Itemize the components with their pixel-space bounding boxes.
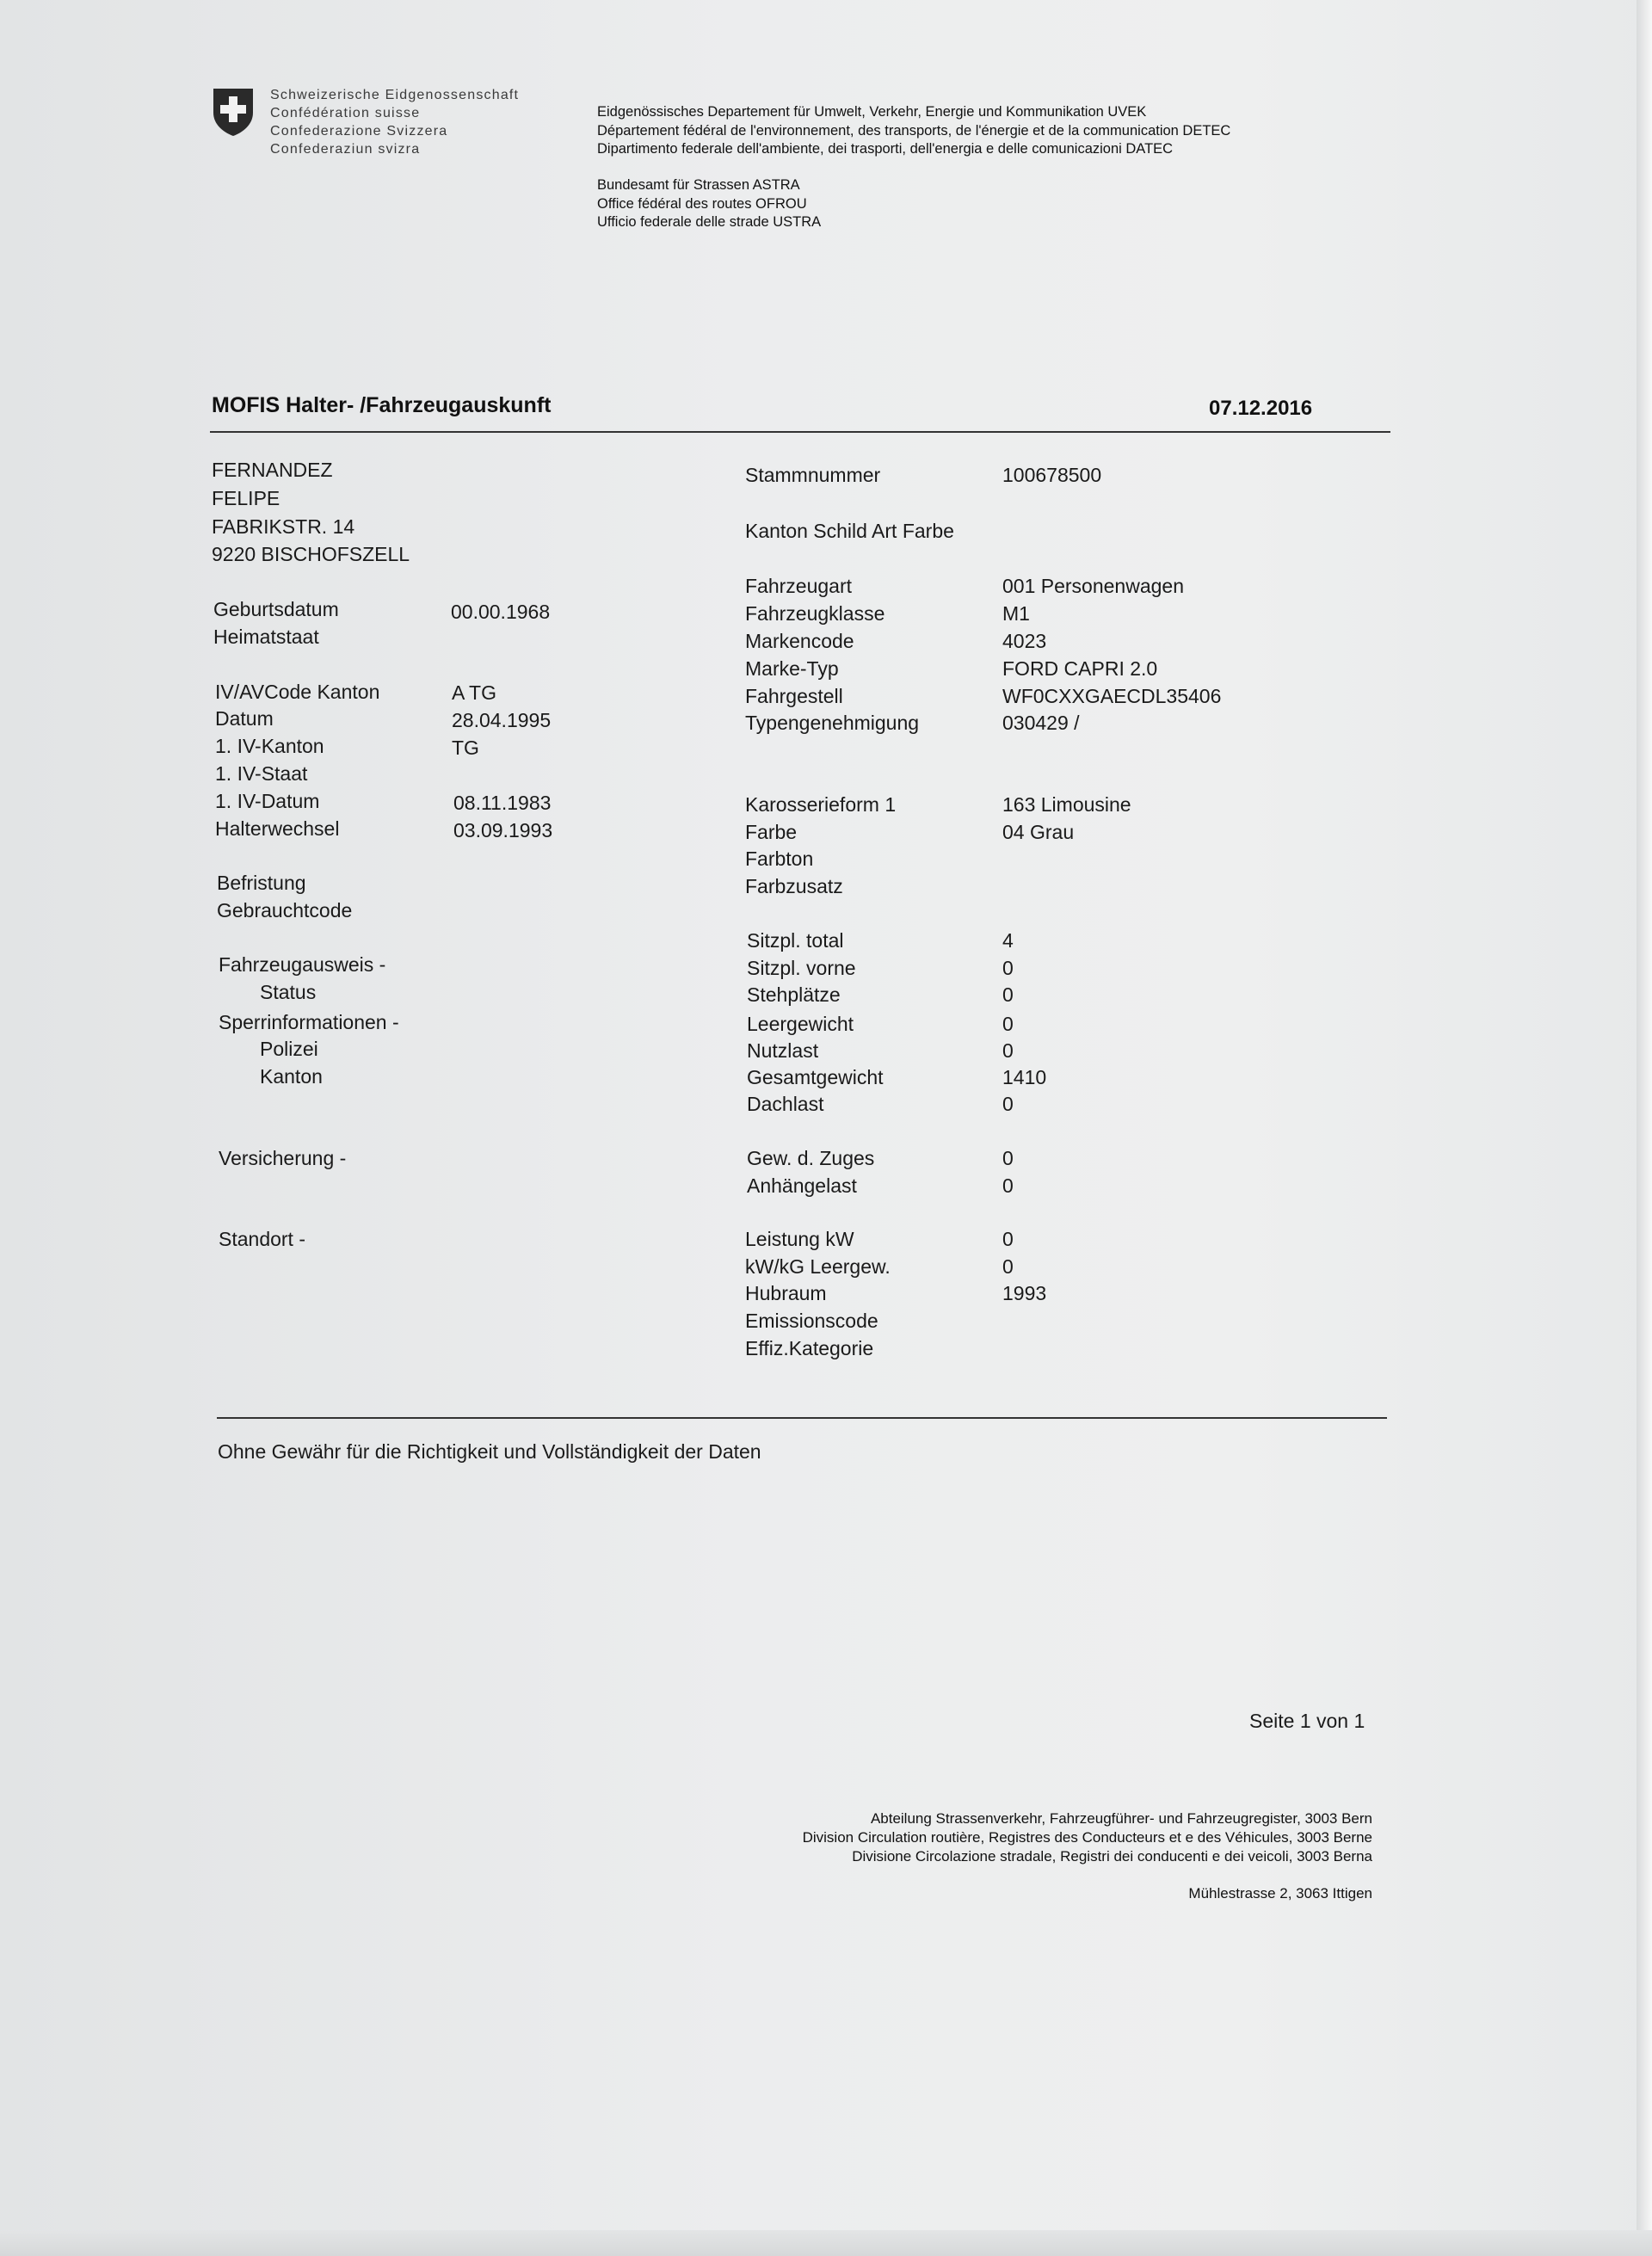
label-farbton: Farbton bbox=[745, 848, 814, 870]
label-standort: Standort - bbox=[219, 1228, 305, 1250]
holder-city: 9220 BISCHOFSZELL bbox=[212, 543, 410, 565]
value-hubraum: 1993 bbox=[1002, 1282, 1047, 1304]
label-iv-staat: 1. IV-Staat bbox=[215, 762, 308, 785]
value-kw-kg: 0 bbox=[1002, 1255, 1014, 1278]
value-iv-kanton: TG bbox=[452, 737, 479, 759]
label-nutzlast: Nutzlast bbox=[747, 1039, 819, 1062]
footer-address-line: Abteilung Strassenverkehr, Fahrzeugführer- und Fahrzeugregister, 3003 Bern bbox=[870, 1810, 1372, 1827]
value-gew-zuges: 0 bbox=[1002, 1147, 1014, 1169]
federation-names bbox=[270, 86, 519, 158]
disclaimer: Ohne Gewähr für die Richtigkeit und Vollständigkeit der Daten bbox=[218, 1440, 761, 1463]
paper-bottom-edge bbox=[0, 2230, 1652, 2256]
federation-name-fr: Confédération suisse bbox=[270, 106, 421, 120]
federation-name-rm: Confederaziun svizra bbox=[270, 142, 421, 157]
label-fahrzeugklasse: Fahrzeugklasse bbox=[745, 602, 885, 625]
value-marke-typ: FORD CAPRI 2.0 bbox=[1002, 657, 1158, 680]
document-date: 07.12.2016 bbox=[1209, 397, 1313, 420]
label-stehplaetze: Stehplätze bbox=[747, 983, 841, 1006]
federation-name-it: Confederazione Svizzera bbox=[270, 124, 448, 139]
footer-rule bbox=[217, 1417, 1387, 1419]
label-gew-zuges: Gew. d. Zuges bbox=[747, 1147, 875, 1169]
swiss-cross-shield-icon bbox=[212, 87, 255, 137]
footer-address-line: Division Circulation routière, Registres des Conducteurs et e des Véhicules, 3003 Berne bbox=[802, 1829, 1372, 1846]
label-ivav-code: IV/AVCode Kanton bbox=[215, 681, 380, 703]
label-sperrinformationen: Sperrinformationen - bbox=[219, 1011, 399, 1033]
page-number: Seite 1 von 1 bbox=[1249, 1710, 1365, 1732]
label-geburtsdatum: Geburtsdatum bbox=[213, 598, 339, 620]
value-leistung: 0 bbox=[1002, 1228, 1014, 1250]
value-halterwechsel: 03.09.1993 bbox=[453, 819, 553, 841]
label-polizei: Polizei bbox=[260, 1038, 318, 1060]
label-heimatstaat: Heimatstaat bbox=[213, 626, 319, 648]
value-fahrzeugklasse: M1 bbox=[1002, 602, 1030, 625]
value-geburtsdatum: 00.00.1968 bbox=[451, 601, 551, 623]
office-line: Office fédéral des routes OFROU bbox=[597, 195, 807, 212]
label-gebrauchtcode: Gebrauchtcode bbox=[217, 899, 353, 922]
label-farbe: Farbe bbox=[745, 821, 798, 843]
value-stammnummer: 100678500 bbox=[1002, 464, 1102, 486]
office-block bbox=[597, 176, 821, 232]
label-iv-datum: 1. IV-Datum bbox=[215, 790, 320, 812]
footer-address bbox=[803, 1809, 1372, 1866]
label-marke-typ: Marke-Typ bbox=[745, 657, 839, 680]
document-title: MOFIS Halter- /Fahrzeugauskunft bbox=[212, 393, 552, 417]
label-farbzusatz: Farbzusatz bbox=[745, 875, 843, 897]
holder-first-name: FELIPE bbox=[212, 487, 280, 509]
label-hubraum: Hubraum bbox=[745, 1282, 827, 1304]
label-status: Status bbox=[260, 981, 317, 1003]
department-line: Eidgenössisches Departement für Umwelt, Verkehr, Energie und Kommunikation UVEK bbox=[597, 104, 1147, 120]
value-farbe: 04 Grau bbox=[1002, 821, 1075, 843]
department-block bbox=[597, 103, 1230, 159]
label-effiz-kategorie: Effiz.Kategorie bbox=[745, 1337, 874, 1359]
holder-last-name: FERNANDEZ bbox=[212, 459, 333, 481]
footer-address-line: Divisione Circolazione stradale, Registri dei conducenti e dei veicoli, 3003 Berna bbox=[852, 1848, 1372, 1865]
department-line: Dipartimento federale dell'ambiente, dei trasporti, dell'energia e delle comunicazioni DATEC bbox=[597, 141, 1174, 157]
label-leistung: Leistung kW bbox=[745, 1228, 854, 1250]
value-sitzpl-total: 4 bbox=[1002, 929, 1014, 952]
value-fahrzeugart: 001 Personenwagen bbox=[1002, 575, 1184, 597]
label-befristung: Befristung bbox=[217, 872, 306, 894]
value-karosserieform: 163 Limousine bbox=[1002, 793, 1131, 816]
office-line: Ufficio federale delle strade USTRA bbox=[597, 214, 822, 230]
department-line: Département fédéral de l'environnement, des transports, de l'énergie et de la communication DETEC bbox=[597, 122, 1231, 139]
label-anhaengelast: Anhängelast bbox=[747, 1174, 857, 1197]
value-datum: 28.04.1995 bbox=[452, 709, 552, 731]
paper-edge bbox=[1637, 0, 1652, 2256]
label-kanton-schild: Kanton Schild Art Farbe bbox=[745, 520, 954, 542]
label-sitzpl-total: Sitzpl. total bbox=[747, 929, 844, 952]
value-sitzpl-vorne: 0 bbox=[1002, 957, 1014, 979]
label-sitzpl-vorne: Sitzpl. vorne bbox=[747, 957, 856, 979]
value-typengenehmigung: 030429 / bbox=[1002, 712, 1080, 734]
value-gesamtgewicht: 1410 bbox=[1002, 1066, 1047, 1088]
label-leergewicht: Leergewicht bbox=[747, 1013, 854, 1035]
value-dachlast: 0 bbox=[1002, 1093, 1014, 1115]
federation-name-de: Schweizerische Eidgenossenschaft bbox=[270, 88, 520, 102]
value-iv-datum: 08.11.1983 bbox=[453, 792, 552, 814]
label-dachlast: Dachlast bbox=[747, 1093, 824, 1115]
label-typengenehmigung: Typengenehmigung bbox=[745, 712, 920, 734]
title-rule bbox=[210, 431, 1390, 433]
holder-street: FABRIKSTR. 14 bbox=[212, 515, 355, 538]
label-iv-kanton: 1. IV-Kanton bbox=[215, 735, 324, 757]
value-markencode: 4023 bbox=[1002, 630, 1047, 652]
label-versicherung: Versicherung - bbox=[219, 1147, 347, 1169]
value-fahrgestell: WF0CXXGAECDL35406 bbox=[1002, 685, 1222, 707]
value-leergewicht: 0 bbox=[1002, 1013, 1014, 1035]
label-kw-kg: kW/kG Leergew. bbox=[745, 1255, 891, 1278]
value-anhaengelast: 0 bbox=[1002, 1174, 1014, 1197]
label-gesamtgewicht: Gesamtgewicht bbox=[747, 1066, 884, 1088]
label-halterwechsel: Halterwechsel bbox=[215, 817, 340, 840]
office-line: Bundesamt für Strassen ASTRA bbox=[597, 177, 800, 193]
label-datum: Datum bbox=[215, 707, 274, 730]
label-fahrgestell: Fahrgestell bbox=[745, 685, 843, 707]
label-karosserieform: Karosserieform 1 bbox=[745, 793, 897, 816]
label-stammnummer: Stammnummer bbox=[745, 464, 881, 486]
label-fahrzeugart: Fahrzeugart bbox=[745, 575, 853, 597]
label-emissionscode: Emissionscode bbox=[745, 1310, 878, 1332]
label-fahrzeugausweis: Fahrzeugausweis - bbox=[219, 953, 386, 976]
value-stehplaetze: 0 bbox=[1002, 983, 1014, 1006]
label-kanton: Kanton bbox=[260, 1065, 323, 1088]
value-nutzlast: 0 bbox=[1002, 1039, 1014, 1062]
value-ivav-code: A TG bbox=[452, 681, 496, 704]
footer-street: Mühlestrasse 2, 3063 Ittigen bbox=[1188, 1885, 1372, 1902]
label-markencode: Markencode bbox=[745, 630, 854, 652]
